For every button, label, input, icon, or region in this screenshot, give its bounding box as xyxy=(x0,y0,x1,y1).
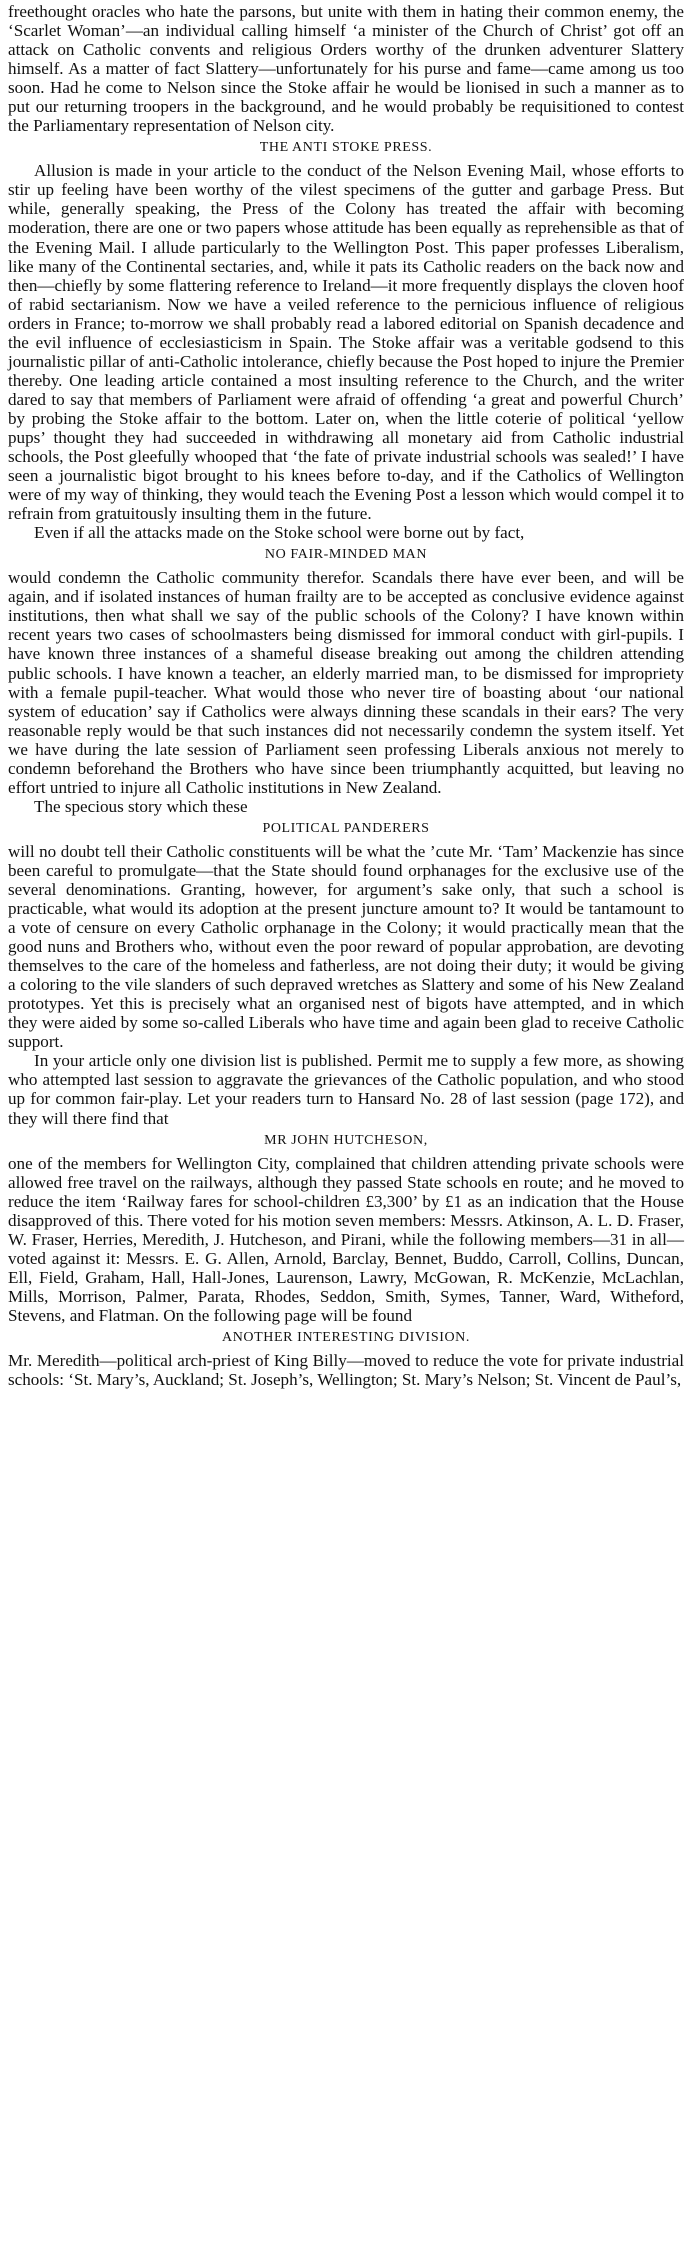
paragraph-meredith: Mr. Meredith—political arch-priest of King Billy—moved to reduce the vote for private industrial schools: ‘St. Mary’s, Auckland; St. Joseph’s, Wellington; St. Mary’s Nelson; St. Vincent de Paul’s, xyxy=(8,1351,684,1390)
paragraph-division-list: In your article only one division list is published. Permit me to supply a few more, as showing who attempted last session to aggravate the grievances of the Catholic population, and who stood up for common fair-play. Let your readers turn to Hansard No. 28 of last session (page 172), and they will there find that xyxy=(8,1051,684,1128)
paragraph-slattery: freethought oracles who hate the parsons, but unite with them in hating their common enemy, the ‘Scarlet Woman’—an individual calling himself ‘a minister of the Church of Christ’ got off an attack on Catholic convents and religious Orders worthy of the drunken adventurer Slattery himself. As a matter of fact Slattery—unfortunately for his purse and fame—came among us too soon. Had he come to Nelson since the Stoke affair he would be lionised in such a manner as to put our returning troopers in the background, and he would probably be requisitioned to contest the Parliamentary representation of Nelson city. xyxy=(8,2,684,136)
subheading-john-hutcheson: MR JOHN HUTCHESON, xyxy=(264,1132,428,1148)
subheading-political-panderers: POLITICAL PANDERERS xyxy=(262,820,430,836)
paragraph-specious-story: The specious story which these xyxy=(34,796,248,816)
paragraph-scandals: would condemn the Catholic community therefor. Scandals there have ever been, and will be again, and if isolated instances of human frailty are to be accepted as conclusive evidence against institutions, then what shall we say of the public schools of the Colony? I have known within recent years two cases of schoolmasters being dismissed for immoral conduct with girl-pupils. I have known three instances of a shameful disease breaking out among the children attending public schools. I have known a teacher, an elderly married man, to be dismissed for impropriety with a female pupil-teacher. What would those who never tire of boasting about ‘our national system of education’ say if Catholics were always dinning these scandals in their ears? The very reasonable reply would be that such instances did not necessarily condemn the system itself. Yet we have during the late session of Parliament seen professing Liberals anxious not merely to condemn beforehand the Brothers who have since been triumphantly acquitted, but leaving no effort untried to injure all Catholic institutions in New Zealand. xyxy=(8,568,684,797)
subheading-another-division: ANOTHER INTERESTING DIVISION. xyxy=(222,1330,470,1345)
paragraph-even-if: Even if all the attacks made on the Stoke school were borne out by fact, xyxy=(34,523,525,543)
paragraph-evening-mail: Allusion is made in your article to the conduct of the Nelson Evening Mail, whose efforts to stir up feeling have been worthy of the vilest specimens of the gutter and garbage Press. But while, generally speaking, the Press of the Colony has treated the affair with becoming moderation, there are one or two papers whose attitude has been equally as reprehensible as that of the Evening Mail. I allude particularly to the Wellington Post. This paper professes Liberalism, like many of the Continental sectaries, and, while it pats its Catholic readers on the back now and then—chiefly by some flattering reference to Ireland—it more frequently displays the cloven hoof of rabid sectarianism. Now we have a veiled reference to the pernicious influence of religious orders in France; to-morrow we shall probably read a labored editorial on Spanish decadence and the evil influence of ecclesiasticism in Spain. The Stoke affair was a veritable godsend to this journalistic pillar of anti-Catholic intolerance, chiefly because the Post hoped to injure the Premier thereby. One leading article contained a most insulting reference to the Church, and the writer dared to say that members of Parliament were afraid of offending ‘a great and powerful Church’ by probing the Stoke affair to the bottom. Later on, when the little coterie of political ‘yellow pups’ thought they had succeeded in withdrawing all monetary aid from Catholic industrial schools, the Post gleefully whooped that ‘the fate of private industrial schools was sealed!’ I have seen a journalistic bigot brought to his knees before to-day, and if the Catholics of Wellington were of my way of thinking, they would teach the Evening Post a lesson which would compel it to refrain from gratuitously insulting them in the future. xyxy=(8,161,684,524)
paragraph-railway-fares: one of the members for Wellington City, complained that children attending private schools were allowed free travel on the railways, although they passed State schools en route; and he moved to reduce the item ‘Railway fares for school-children £3,300’ by £1 as an indication that the House disapproved of this. There voted for his motion seven members: Messrs. Atkinson, A. L. D. Fraser, W. Fraser, Herries, Meredith, J. Hutcheson, and Pirani, while the following members—31 in all—voted against it: Messrs. E. G. Allen, Arnold, Barclay, Bennet, Buddo, Carroll, Collins, Duncan, Ell, Field, Graham, Hall, Hall-Jones, Laurenson, Lawry, McGowan, R. McKenzie, McLachlan, Mills, Morrison, Palmer, Parata, Rhodes, Seddon, Smith, Symes, Tanner, Ward, Witheford, Stevens, and Flatman. On the following page will be found xyxy=(8,1153,684,1325)
subheading-no-fair-minded-man: NO FAIR-MINDED MAN xyxy=(264,547,428,563)
subheading-anti-stoke-press: THE ANTI STOKE PRESS. xyxy=(259,140,433,156)
paragraph-orphanages: will no doubt tell their Catholic constituents will be what the ’cute Mr. ‘Tam’ Mackenzie has since been careful to promulgate—that the State should found orphanages for the exclusive use of the several denominations. Granting, however, for argument’s sake only, that such a school is practicable, what would its adoption at the present juncture amount to? It would be tantamount to a vote of censure on every Catholic orphanage in the Colony; it would practically mean that the good nuns and Brothers who, without even the poor reward of popular approbation, are devoting themselves to the care of the homeless and fatherless, are not doing their duty; it would be giving a coloring to the vile slanders of such depraved wretches as Slattery and some of his New Zealand prototypes. Yet this is precisely what an organised nest of bigots have attempted, and in which they were aided by some so-called Liberals who have time and again been glad to receive Catholic support. xyxy=(8,841,684,1052)
